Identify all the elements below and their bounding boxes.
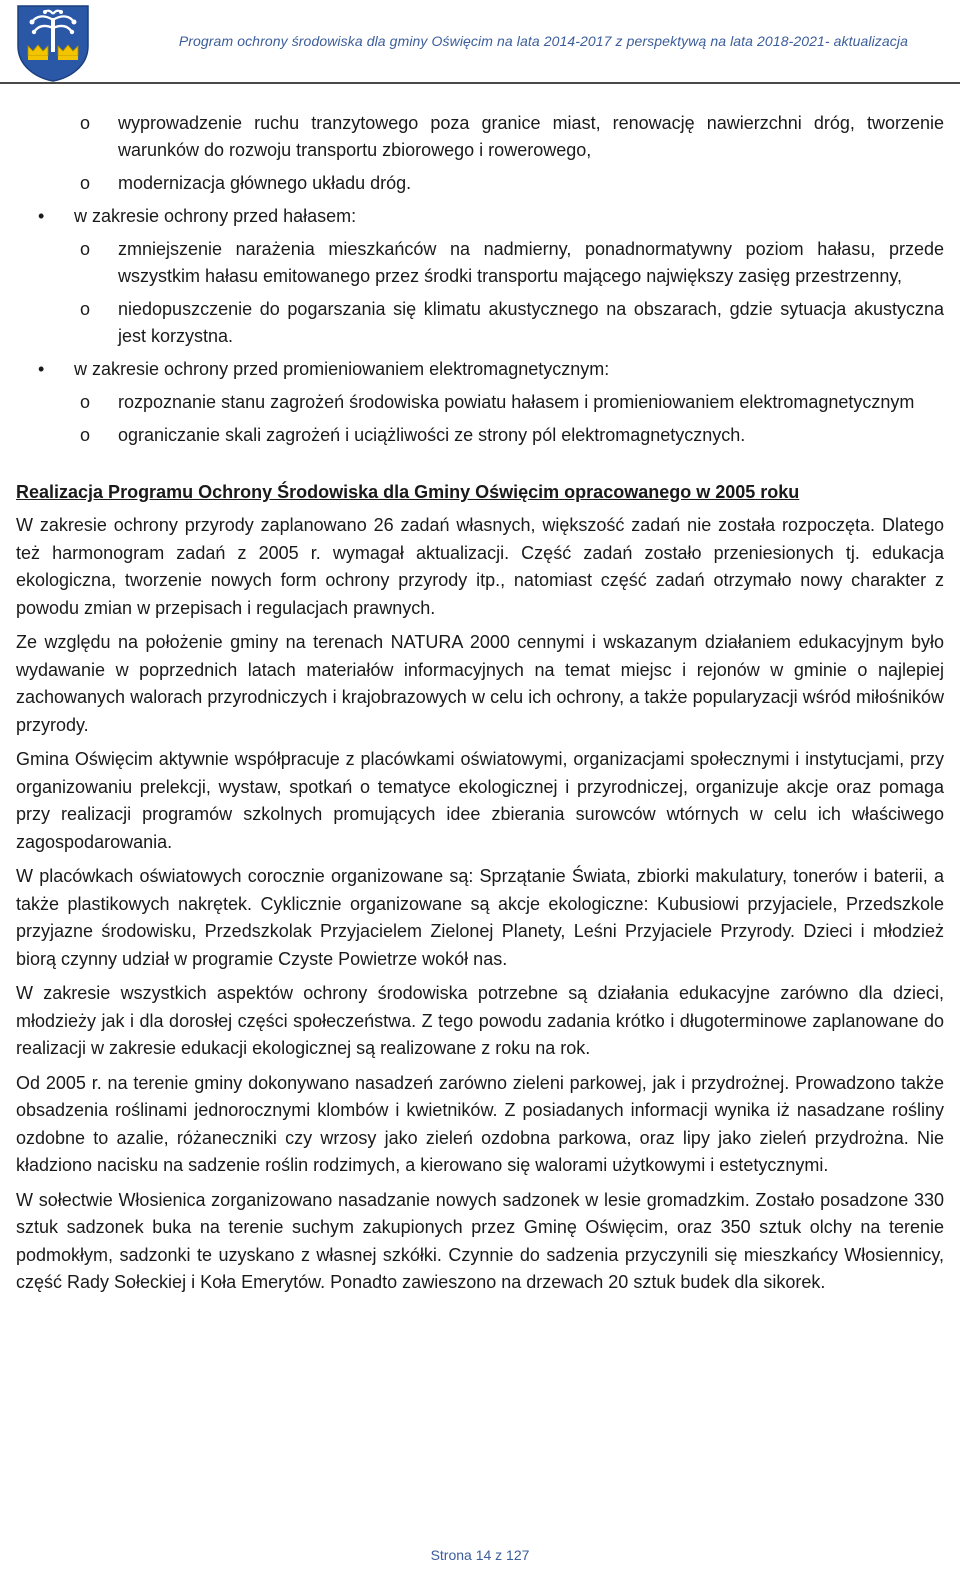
paragraph: Gmina Oświęcim aktywnie współpracuje z placówkami oświatowymi, organizacjami społecznymi i instytucjami, przy organizowaniu prelekcji, wystaw, spotkań o tematyce ekologicznej i przyrodniczej, organizuje akcje oraz pomaga przy realizacji programów szkolnych promujących idee zbierania surowców wtórnych w celu ich właściwego zagospodarowania. — [16, 749, 944, 852]
list-item: o modernizacja głównego układu dróg. — [118, 170, 944, 197]
document-title: Program ochrony środowiska dla gminy Oświęcim na lata 2014-2017 z perspektywą na lata 2018-2021- aktualizacja — [178, 33, 908, 49]
sub-bullet-marker: o — [80, 299, 91, 319]
coat-of-arms-icon — [14, 4, 92, 82]
sub-bullet-marker: o — [80, 239, 91, 259]
paragraph: Ze względu na położenie gminy na terenach NATURA 2000 cennymi i wskazanym działaniem edukacyjnym było wydawanie w poprzednich latach materiałów informacyjnych na temat miejsc i rejonów w gminie o najlepiej zachowanych walorach przyrodniczych i krajobrazowych w celu ich ochrony, a także popularyzacji wśród miłośników przyrody. — [16, 632, 944, 735]
sub-bullet-marker: o — [80, 425, 91, 445]
paragraph: Od 2005 r. na terenie gminy dokonywano nasadzeń zarówno zieleni parkowej, jak i przydrożnej. Prowadzono także obsadzenia roślinami jednorocznymi klombów i kwietników. Z posiadanych informacji wynika iż nasadzane rośliny ozdobne to azalie, różaneczniki czy wrzosy jako zieleń ozdobna parkowa, oraz lipy jako zieleń przydrożna. Nie kładziono nacisku na sadzenie roślin rodzimych, a kierowano się walorami użytkowymi i estetycznymi. — [16, 1072, 944, 1175]
list-heading-em: • w zakresie ochrony przed promieniowaniem elektromagnetycznym: — [74, 356, 944, 383]
page-number: Strona 14 z 127 — [430, 1547, 530, 1563]
list-item: o ograniczanie skali zagrożeń i uciążliwości ze strony pól elektromagnetycznych. — [118, 422, 944, 449]
sub-bullet-marker: o — [80, 173, 91, 193]
bullet-marker: • — [38, 359, 45, 379]
bullet-marker: • — [38, 206, 45, 226]
list-item: o wyprowadzenie ruchu tranzytowego poza granice miast, renowację nawierzchni dróg, tworzenie warunków do rozwoju transportu zbiorowego i rowerowego, — [118, 110, 944, 164]
paragraph: W zakresie wszystkich aspektów ochrony środowiska potrzebne są działania edukacyjne zarówno dla dzieci, młodzieży jak i dla dorosłej części społeczeństwa. Z tego powodu zadania krótko i długoterminowe zaplanowane do realizacji w zakresie edukacji ekologicznej są realizowane z roku na rok. — [16, 983, 944, 1058]
sub-bullet-marker: o — [80, 113, 91, 133]
sub-bullet-marker: o — [80, 392, 91, 412]
list-item: o zmniejszenie narażenia mieszkańców na nadmierny, ponadnormatywny poziom hałasu, przede wszystkim hałasu emitowanego przez środki transportu mającego największy zasięg przestrzenny, — [118, 236, 944, 290]
page-content — [16, 110, 944, 1304]
paragraph: W sołectwie Włosienica zorganizowano nasadzanie nowych sadzonek w lesie gromadzkim. Zostało posadzone 330 sztuk sadzonek buka na terenie suchym zakupionych przez Gminę Oświęcim, oraz 350 sztuk olchy na terenie podmokłym, sadzonki te uzyskano z własnej szkółki. Czynnie do sadzenia przyczynili się mieszkańcy Włosiennicy, część Rady Sołeckiej i Koła Emerytów. Ponadto zawieszono na drzewach 20 sztuk budek dla sikorek. — [16, 1189, 944, 1292]
list-item: o niedopuszczenie do pogarszania się klimatu akustycznego na obszarach, gdzie sytuacja akustyczna jest korzystna. — [118, 296, 944, 350]
list-heading-noise: • w zakresie ochrony przed hałasem: — [74, 203, 944, 230]
paragraph: W placówkach oświatowych corocznie organizowane są: Sprzątanie Świata, zbiorki makulatury, tonerów i baterii, a także plastikowych nakrętek. Cyklicznie organizowane są akcje ekologiczne: Kubusiowi przyjaciele, Przedszkole przyjazne środowisku, Przedszkolak Przyjacielem Zielonej Planety, Leśni Przyjaciele Przyrody. Dzieci i młodzież biorą czynny udział w programie Czyste Powietrze wokół nas. — [16, 866, 944, 969]
page-header — [0, 0, 960, 86]
paragraph: W zakresie ochrony przyrody zaplanowano 26 zadań własnych, większość zadań nie została rozpoczęta. Dlatego też harmonogram zadań z 2005 r. wymagał aktualizacji. Część zadań zostało przeniesionych tj. edukacja ekologiczna, tworzenie nowych form ochrony przyrody itp., natomiast część zadań otrzymało nowy charakter z powodu zmian w przepisach i regulacjach prawnych. — [16, 515, 944, 618]
section-heading: Realizacja Programu Ochrony Środowiska dla Gminy Oświęcim opracowanego w 2005 roku — [16, 482, 800, 502]
list-item: o rozpoznanie stanu zagrożeń środowiska powiatu hałasem i promieniowaniem elektromagnetycznym — [118, 389, 944, 416]
header-divider — [0, 82, 960, 84]
